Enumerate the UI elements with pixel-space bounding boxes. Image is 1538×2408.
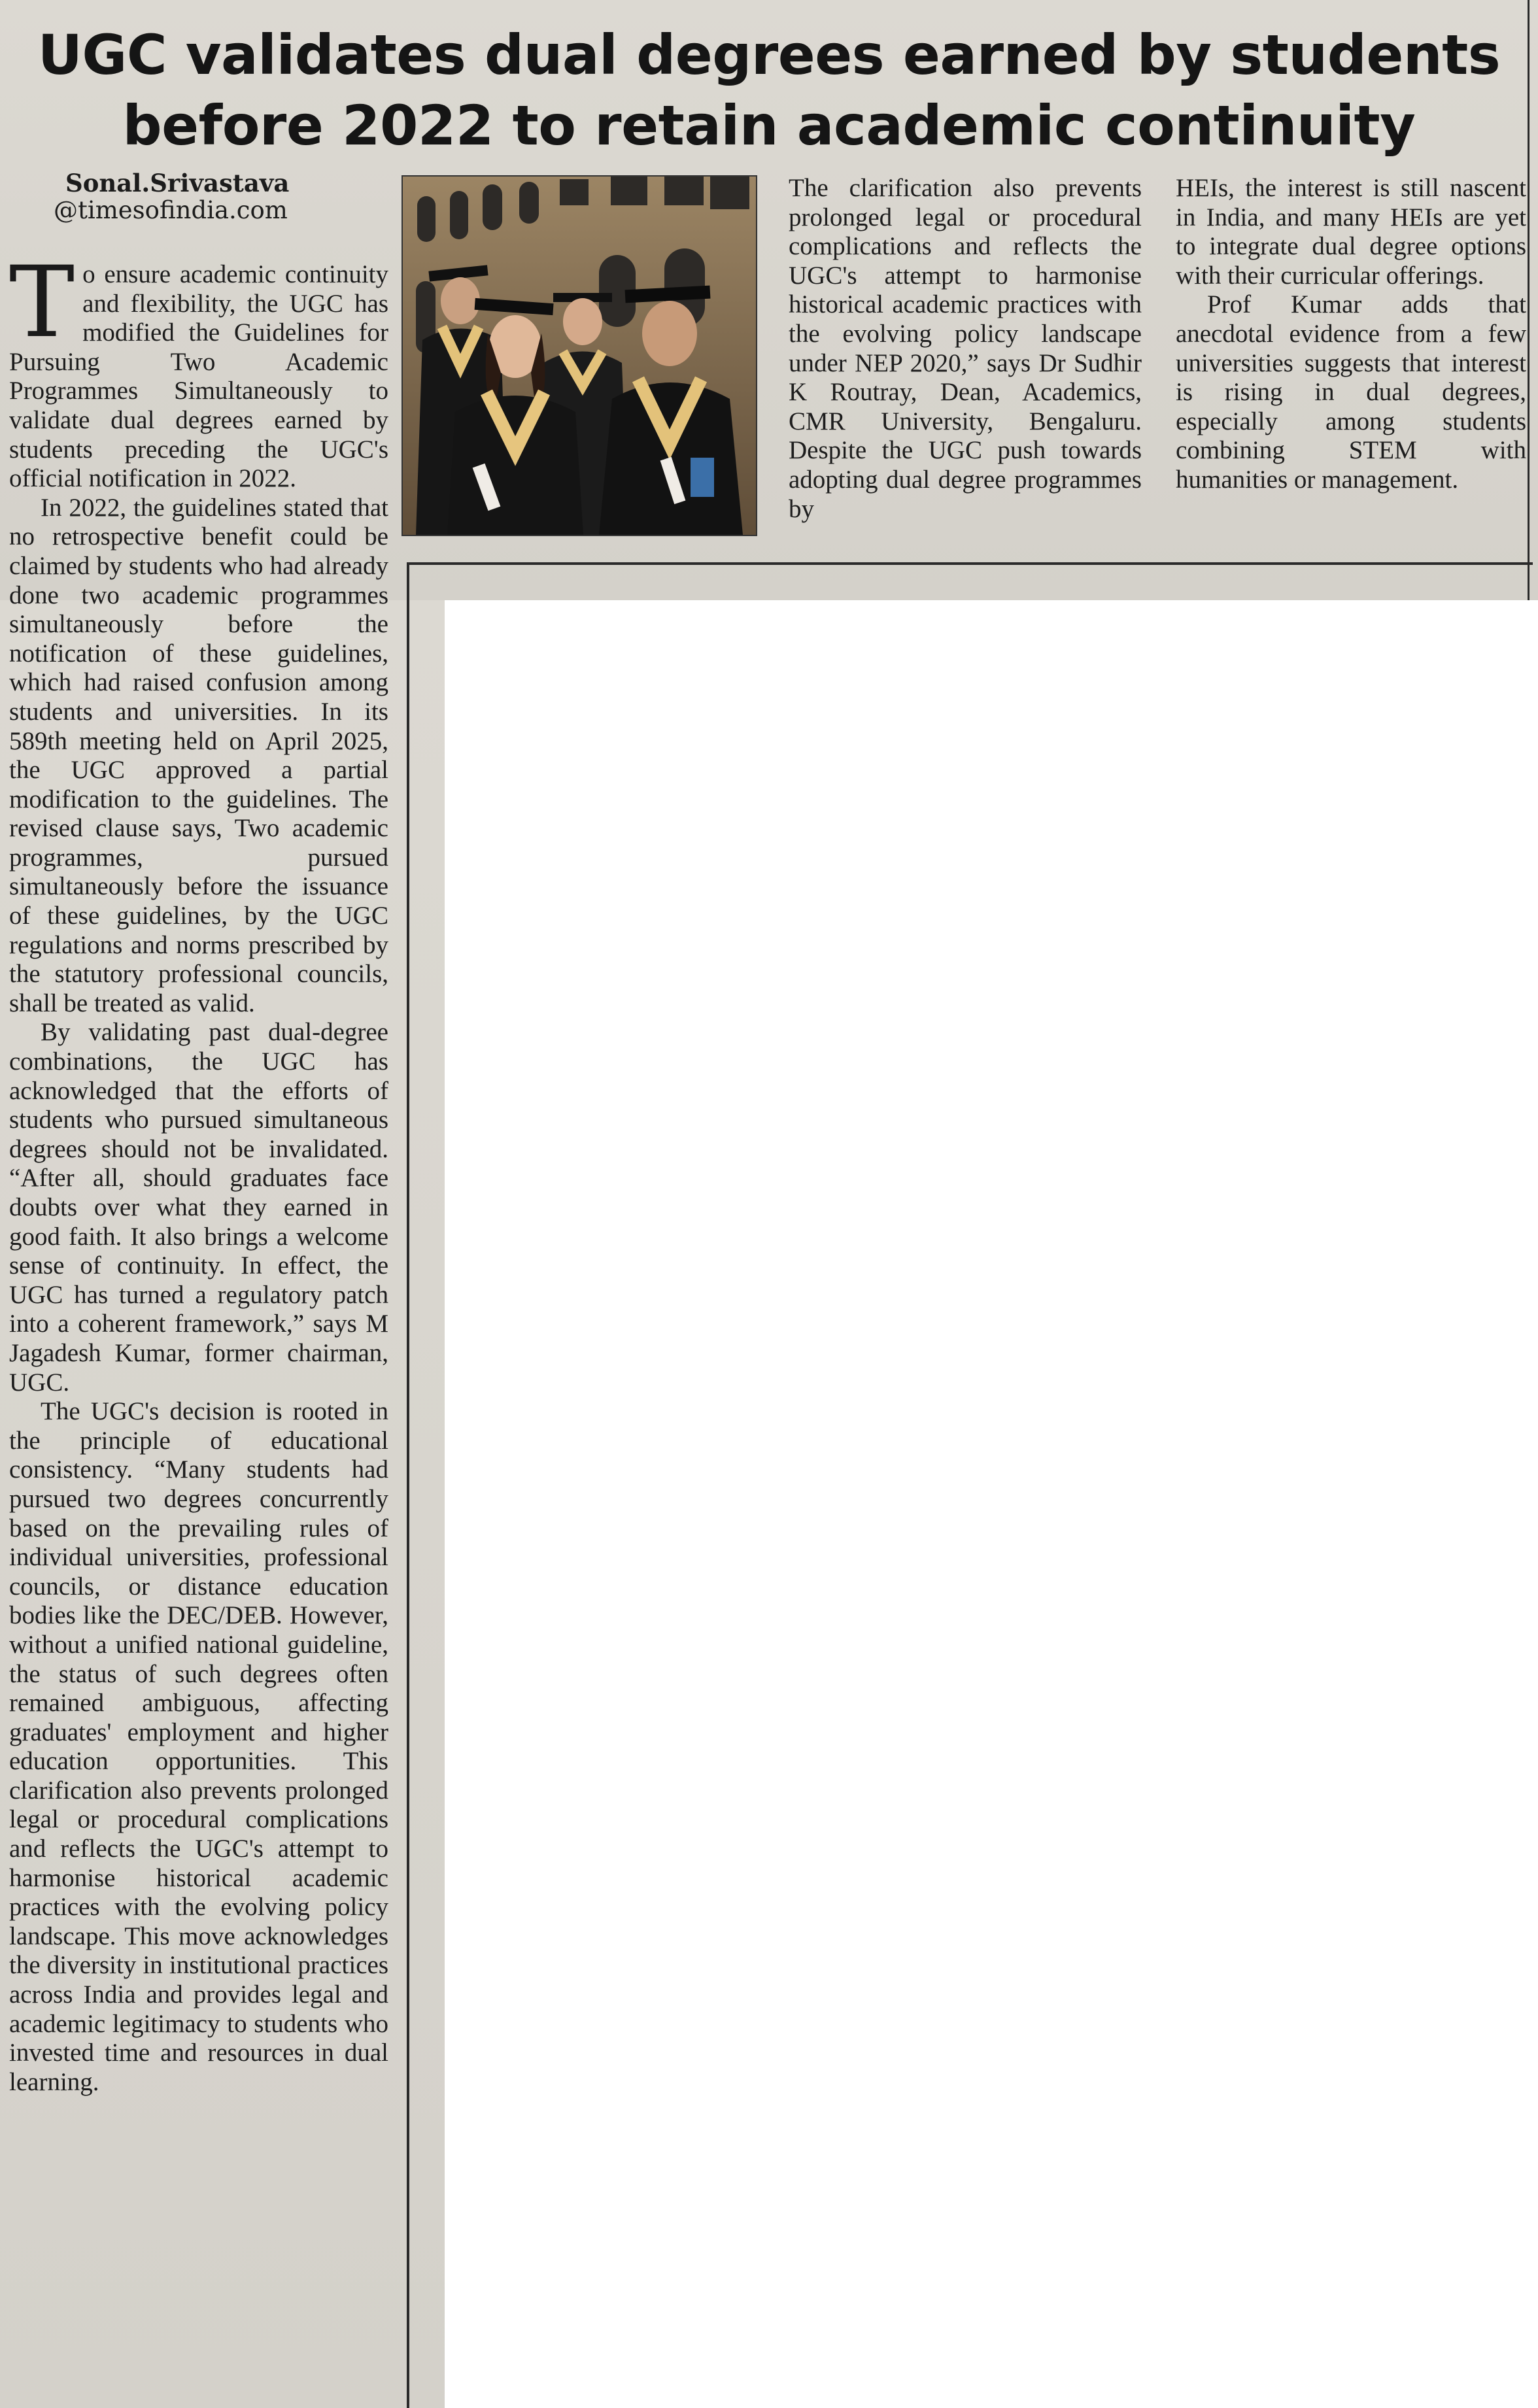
byline-name: Sonal.Srivastava [65,169,290,197]
headline [13,20,1525,161]
paragraph-2: In 2022, the guidelines stated that no retrospective benefit could be claimed by students who had already done two academic programmes simultaneously before the notification of these guidelines, which had raised confusion among students and universities. In its 589th meeting held on April 2025, the UGC approved a partial modification to the guidelines. The revised clause says, Two academic programmes, pursued simultaneously before the issuance of these guidelines, by the UGC regulations and norms prescribed by the statutory professional councils, shall be treated as valid. [9,493,388,1017]
paragraph-1 [9,246,388,494]
paragraph-7: Prof Kumar adds that anecdotal evidence from a few universities suggests that interest is rising in dual degrees, especially among students combining STEM with humanities or management. [1176,290,1526,494]
article-column-4 [1176,174,1526,495]
headline-line-2: before 2022 to retain academic continuity [122,93,1416,158]
divider-right-edge [1528,0,1529,600]
divider-vertical [407,562,409,2408]
article-column-3 [789,174,1142,524]
byline-email: @timesofindia.com [54,196,288,224]
paragraph-5: The clarification also prevents prolonged legal or procedural complications and reflects the UGC's attempt to harmonise historical academic practices with the evolving policy landscape under NEP 2020,” says Dr Sudhir K Routray, Dean, Academics, CMR University, Bengaluru. Despite the UGC push towards adopting dual degree programmes by [789,174,1142,523]
paragraph-4: The UGC's decision is rooted in the principle of educational consistency. “Many students had pursued two degrees concurrently based on the prevailing rules of individual universities, professional councils, or distance education bodies like the DEC/DEB. However, without a unified national guideline, the status of such degrees often remained ambiguous, affecting graduates' employment and higher education opportunities. This clarification also prevents prolonged legal or procedural complications and reflects the UGC's attempt to harmonise historical academic practices with the evolving policy landscape. This move acknowledges the diversity in institutional practices across India and provides legal and academic legitimacy to students who invested time and resources in dual learning. [9,1397,388,2096]
graduates-photo-svg [403,177,756,535]
paragraph-1-text: o ensure academic continuity and flexibility, the UGC has modified the Guidelines for Pursuing Two Academic Programmes Simultaneously to validate dual degrees earned by students preceding the UGC's official notification in 2022. [9,260,388,493]
divider-horizontal [407,562,1533,565]
article-column-1 [9,246,388,2097]
paragraph-3: By validating past dual-degree combinations, the UGC has acknowledged that the efforts of students who pursued simultaneous degrees should not be invalidated. “After all, should graduates face doubts over what they earned in good faith. It also brings a welcome sense of continuity. In effect, the UGC has turned a regulatory patch into a coherent framework,” says M Jagadesh Kumar, former chairman, UGC. [9,1018,388,1397]
graduates-photo-icon [402,175,757,536]
drop-cap: T [9,246,75,360]
headline-line-1: UGC validates dual degrees earned by students [37,23,1501,87]
paragraph-6: HEIs, the interest is still nascent in India, and many HEIs are yet to integrate dual degree options with their curricular offerings. [1176,174,1526,290]
